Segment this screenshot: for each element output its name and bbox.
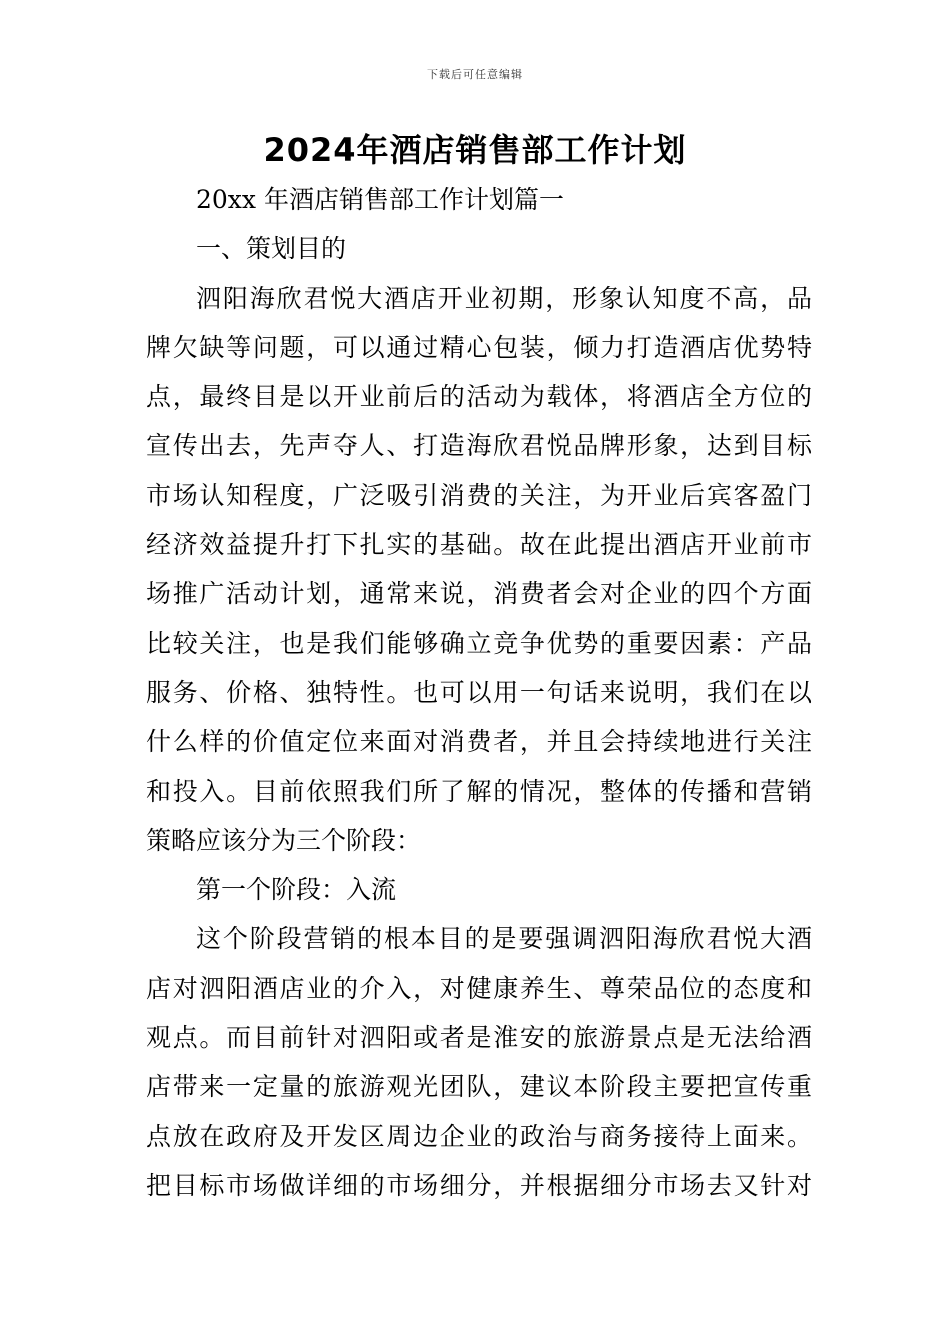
paragraph-line: 点放在政府及开发区周边企业的政治与商务接待上面来。 xyxy=(146,1121,812,1151)
paragraph-line: 店对泗阳酒店业的介入，对健康养生、尊荣品位的态度和 xyxy=(146,973,812,1003)
paragraph-line: 把目标市场做详细的市场细分，并根据细分市场去又针对 xyxy=(146,1170,812,1200)
paragraph-line: 观点。而目前针对泗阳或者是淮安的旅游景点是无法给酒 xyxy=(146,1023,812,1053)
paragraph-line: 点，最终目是以开业前后的活动为载体，将酒店全方位的 xyxy=(146,382,812,412)
paragraph-line: 比较关注，也是我们能够确立竞争优势的重要因素：产品 xyxy=(146,628,812,658)
paragraph-line: 和投入。目前依照我们所了解的情况，整体的传播和营销 xyxy=(146,776,812,806)
paragraph-line: 牌欠缺等问题，可以通过精心包装，倾力打造酒店优势特 xyxy=(146,332,812,362)
stage-heading: 第一个阶段：入流 xyxy=(196,875,397,905)
document-body xyxy=(146,175,812,1210)
document-title: 2024年酒店销售部工作计划 xyxy=(263,131,687,169)
paragraph-line: 这个阶段营销的根本目的是要强调泗阳海欣君悦大酒 xyxy=(196,924,812,954)
paragraph-line: 市场认知程度，广泛吸引消费的关注，为开业后宾客盈门 xyxy=(146,480,812,510)
paragraph-line: 策略应该分为三个阶段： xyxy=(146,825,422,855)
section-heading: 20xx 年酒店销售部工作计划篇一 xyxy=(196,185,564,214)
paragraph-line: 经济效益提升打下扎实的基础。故在此提出酒店开业前市 xyxy=(146,530,812,560)
header-note: 下载后可任意编辑 xyxy=(427,68,523,81)
paragraph-line: 服务、价格、独特性。也可以用一句话来说明，我们在以 xyxy=(146,677,812,707)
paragraph-line: 店带来一定量的旅游观光团队，建议本阶段主要把宣传重 xyxy=(146,1072,812,1102)
paragraph-line: 场推广活动计划，通常来说，消费者会对企业的四个方面 xyxy=(146,579,812,609)
paragraph-line: 泗阳海欣君悦大酒店开业初期，形象认知度不高，品 xyxy=(196,283,812,313)
paragraph-line: 什么样的价值定位来面对消费者，并且会持续地进行关注 xyxy=(146,727,812,757)
subsection-heading: 一、策划目的 xyxy=(196,234,347,264)
paragraph-line: 宣传出去，先声夺人、打造海欣君悦品牌形象，达到目标 xyxy=(146,431,812,461)
